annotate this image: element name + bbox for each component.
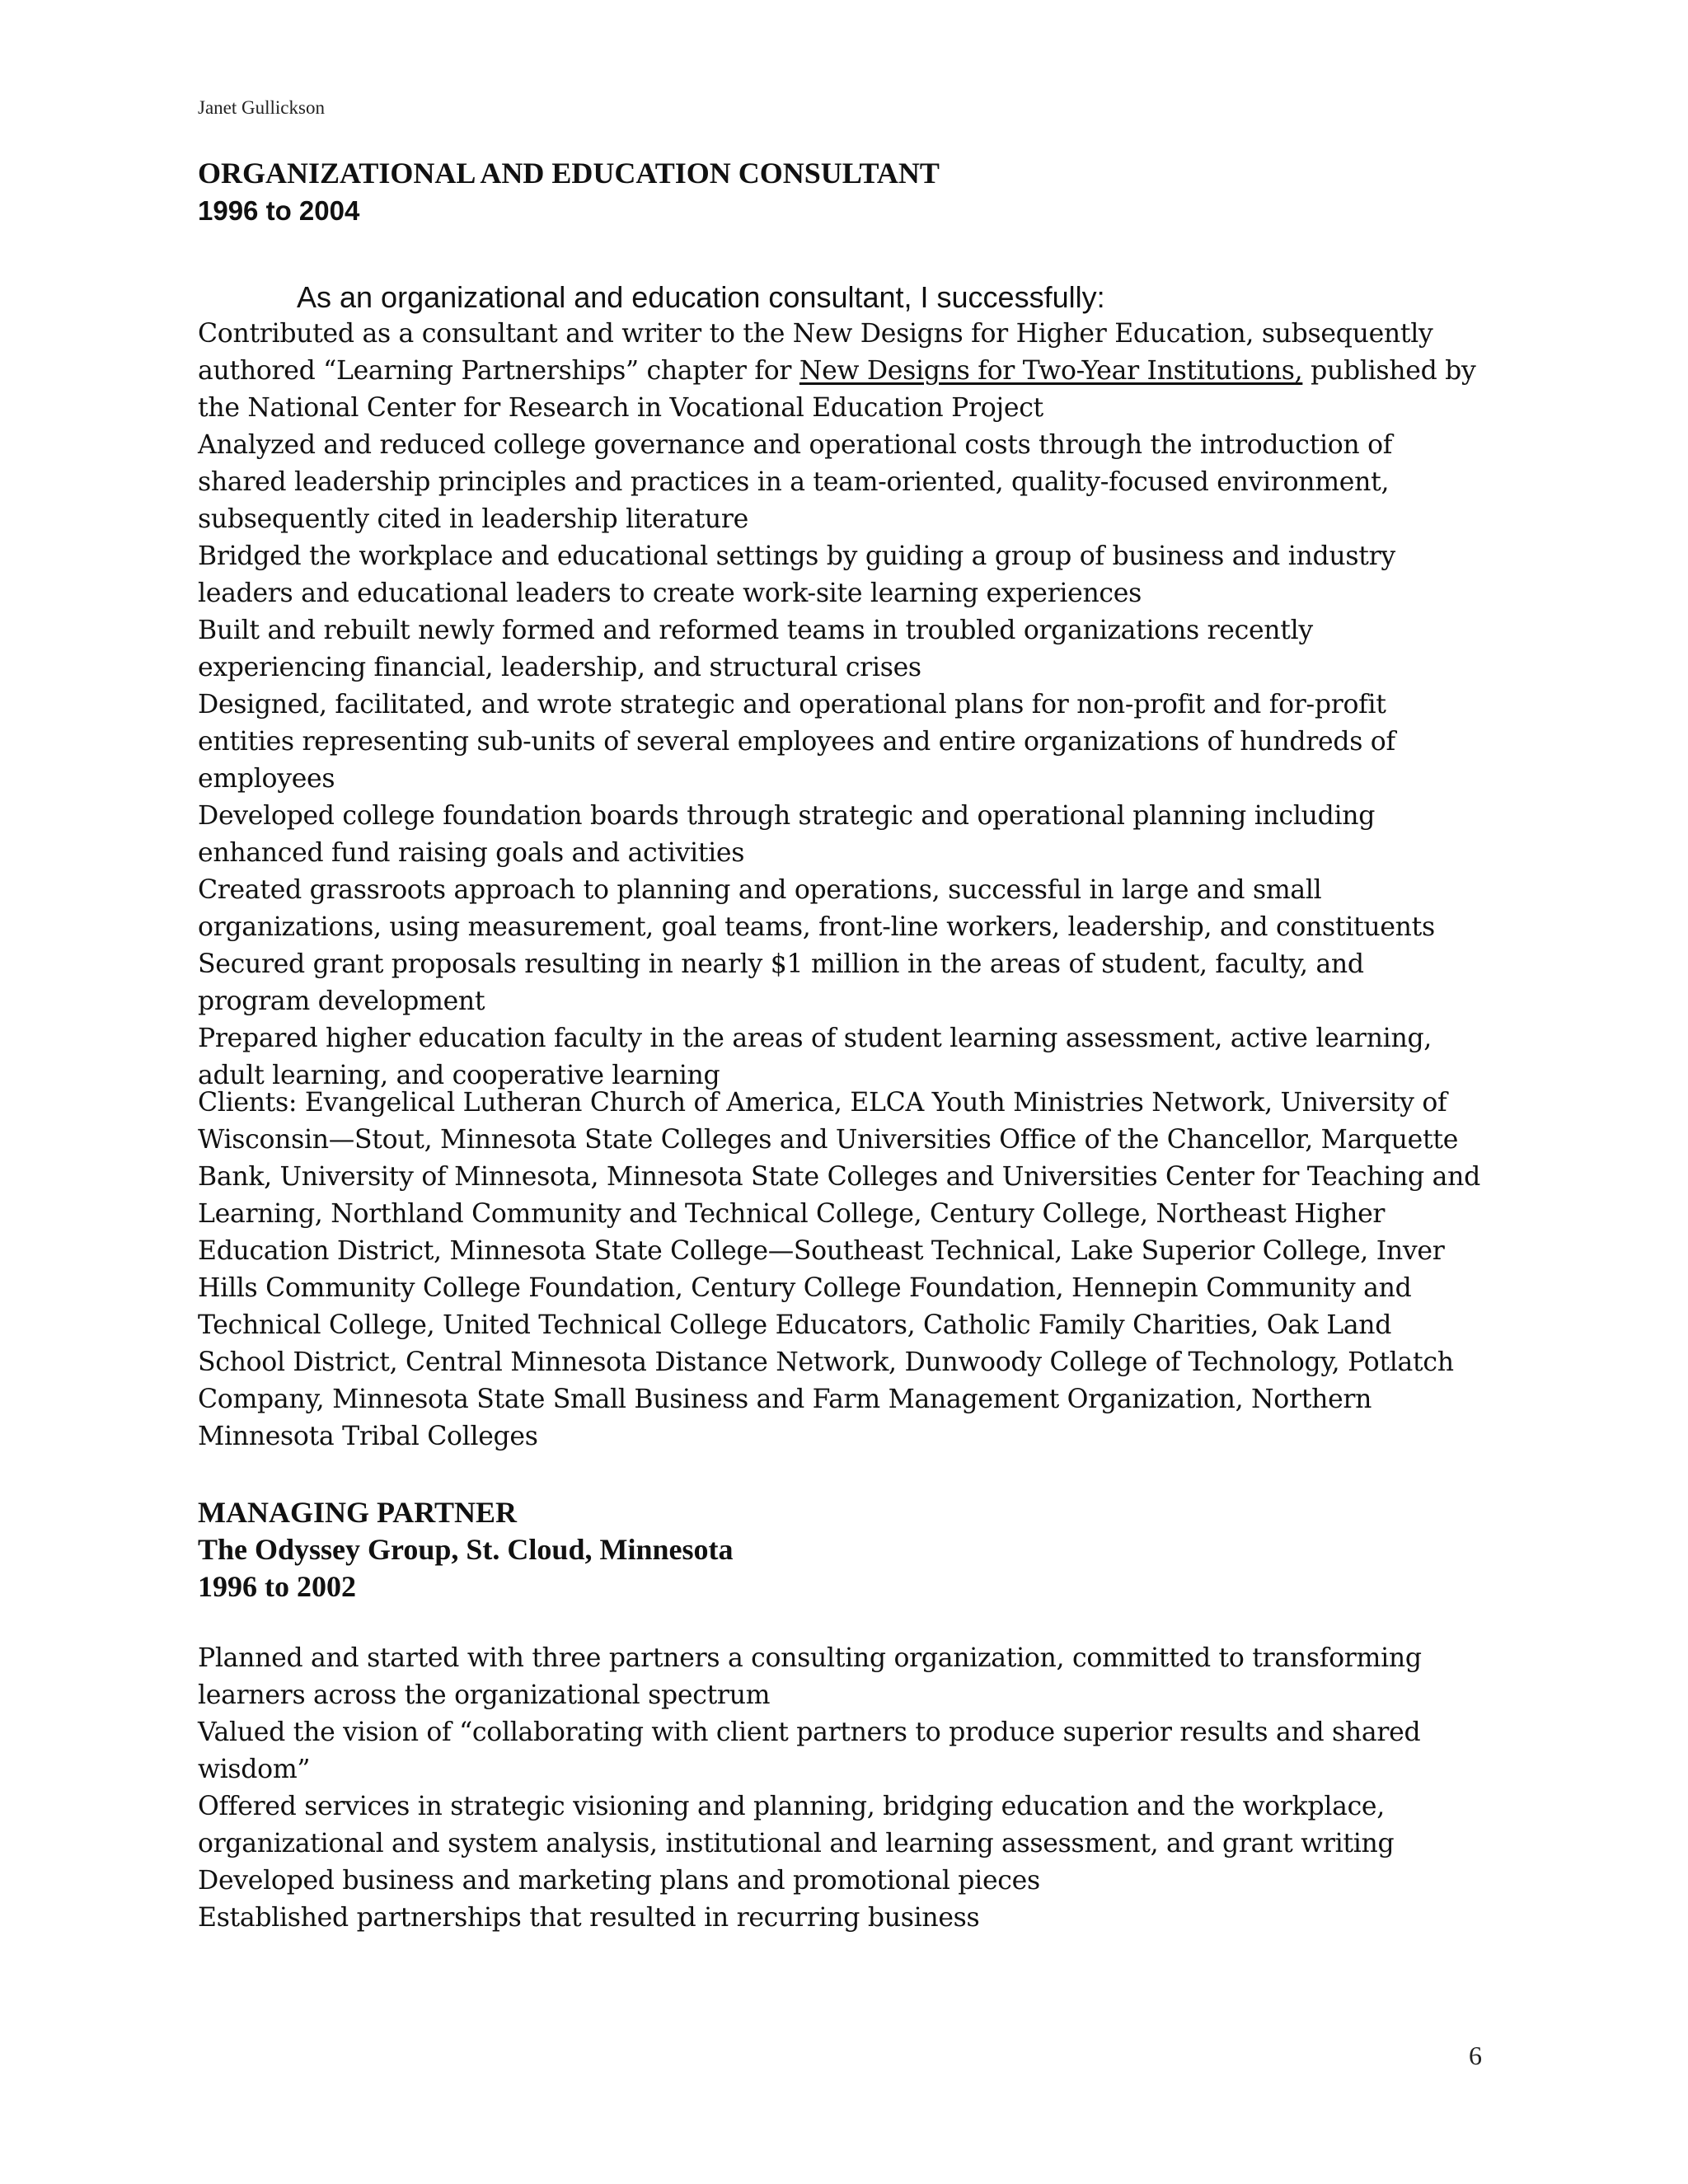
- clients-list: Clients: Evangelical Lutheran Church of America, ELCA Youth Ministries Network, University of Wisconsin—Stout, Minnesota State Colleges and Universities Office of the Chancellor, Marquette Bank, University of Minnesota, Minnesota State Colleges and Universities Center for Teaching and Learning, Northland Community and Technical College, Century College, Northeast Higher Education District, Minnesota State College—Southeast Technical, Lake Superior College, Inver Hills Community College Foundation, Century College Foundation, Hennepin Community and Technical College, United Technical College Educators, Catholic Family Charities, Oak Land School District, Central Minnesota Distance Network, Dunwoody College of Technology, Potlatch Company, Minnesota State Small Business and Farm Management Organization, Northern Minnesota Tribal Colleges: [198, 1088, 1480, 1451]
- item-text: Contributed as a consultant and writer to the New Designs for Higher Education, subsequently authored “Learning Partnerships” chapter for: [198, 319, 1433, 386]
- consultant-item: Built and rebuilt newly formed and reformed teams in troubled organizations recently experiencing financial, leadership, and structural crises: [198, 616, 1313, 682]
- clients-block: [198, 1085, 1484, 1455]
- consultant-item: Secured grant proposals resulting in nearly $1 million in the areas of student, faculty, and program development: [198, 949, 1364, 1016]
- partner-item: Valued the vision of “collaborating with client partners to produce superior results and shared wisdom”: [198, 1718, 1421, 1784]
- consultant-intro: As an organizational and education consultant, I successfully:: [297, 280, 1105, 314]
- consultant-item: Analyzed and reduced college governance and operational costs through the introduction of shared leadership principles and practices in a team-oriented, quality-focused environment, subsequently cited in leadership literature: [198, 430, 1393, 534]
- consultant-item: Bridged the workplace and educational settings by guiding a group of business and industry leaders and educational leaders to create work-site learning experiences: [198, 541, 1395, 608]
- consultant-items: [198, 316, 1484, 1094]
- partner-title: MANAGING PARTNER: [198, 1496, 518, 1529]
- partner-org: The Odyssey Group, St. Cloud, Minnesota: [198, 1533, 734, 1566]
- consultant-item: Designed, facilitated, and wrote strategic and operational plans for non-profit and for-profit entities representing sub-units of several employees and entire organizations of hundreds of employees: [198, 690, 1395, 794]
- page-number: 6: [1469, 2041, 1482, 2070]
- consultant-dates: 1996 to 2004: [198, 195, 360, 226]
- partner-item: Planned and started with three partners a consulting organization, committed to transforming learners across the organizational spectrum: [198, 1643, 1422, 1710]
- item-text: published by the National Center for Research in Vocational Education Project: [198, 356, 1476, 423]
- consultant-item: Created grassroots approach to planning and operations, successful in large and small organizations, using measurement, goal teams, front-line workers, leadership, and constituents: [198, 875, 1435, 942]
- partner-item: Developed business and marketing plans and promotional pieces: [198, 1866, 1040, 1896]
- partner-item: Offered services in strategic visioning and planning, bridging education and the workplace, organizational and system analysis, institutional and learning assessment, and grant writing: [198, 1792, 1395, 1858]
- partner-dates: 1996 to 2002: [198, 1570, 356, 1603]
- partner-items: [198, 1640, 1484, 1937]
- partner-section: [198, 1494, 1484, 1605]
- consultant-item: Developed college foundation boards through strategic and operational planning including enhanced fund raising goals and activities: [198, 801, 1376, 868]
- partner-item: Established partnerships that resulted in recurring business: [198, 1903, 980, 1933]
- consultant-section: [198, 155, 1484, 229]
- consultant-item: [198, 316, 1484, 427]
- consultant-item: Prepared higher education faculty in the areas of student learning assessment, active learning, adult learning, and cooperative learning: [198, 1024, 1432, 1090]
- book-title: New Designs for Two-Year Institutions,: [799, 356, 1303, 386]
- consultant-intro-block: [198, 279, 1484, 316]
- consultant-title: ORGANIZATIONAL AND EDUCATION CONSULTANT: [198, 157, 940, 190]
- header-name: Janet Gullickson: [198, 97, 325, 118]
